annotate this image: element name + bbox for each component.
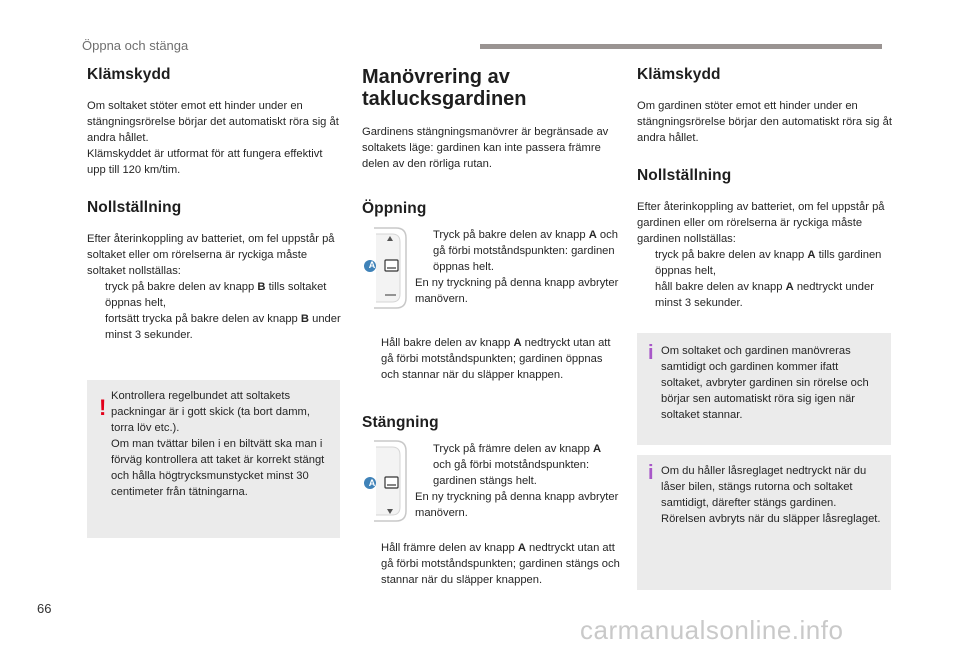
info-box-2 [637,455,891,590]
blind-reset-steps [637,247,893,311]
warning-icon: ! [99,395,107,420]
section-header: Öppna och stänga [82,38,189,53]
reset-step-2: fortsätt trycka på bakre delen av knapp B under minst 3 sekunder. [105,313,341,341]
info-text-2: Om du håller låsreglaget nedtryckt när du låser bilen, stängs rutorna och soltaket samtidigt, därefter stängs gardinen. Rörelsen avbryts när du släpper låsreglaget. [661,465,881,525]
blind-reset-intro: Efter återinkoppling av batteriet, om fel uppstår på gardinen eller om rörelserna är ryckiga måste gardinen nollställas: [637,201,885,245]
open-step-1: Tryck på bakre delen av knapp A och gå förbi motståndspunkten: gardinen öppnas helt. En ny tryckning på denna knapp avbryter manövern. [415,227,621,307]
page-title: Manövrering av taklucksgardinen [362,66,527,110]
badge-a-open: A [368,260,376,270]
info-icon: i [648,342,654,364]
close-title: Stängning [362,414,439,431]
column-blind-safety [637,66,893,311]
info-box-1 [637,333,891,445]
pinch-paragraph-1: Om soltaket stöter emot ett hinder under en stängningsrörelse börjar det automatiskt röra sig åt andra hållet. [87,100,339,144]
close-step-1: Tryck på främre delen av knapp A och gå förbi motståndspunkten: gardinen stängs helt. En ny tryckning på denna knapp avbryter manövern. [415,441,621,521]
open-note: En ny tryckning på denna knapp avbryter manövern. [415,277,619,305]
blind-reset-title: Nollställning [637,167,732,184]
pinch-paragraph-2: Klämskyddet är utformat för att fungera effektivt upp till 120 km/tim. [87,148,323,176]
column-sunroof [87,66,343,343]
info-text-1: Om soltaket och gardinen manövreras samtidigt och gardinen kommer ifatt soltaket, avbryter gardinen sin rörelse och börjar sen automatiskt röra sig igen när soltaket stannar. [661,345,869,421]
badge-a-close: A [368,478,376,488]
reset-steps [87,279,343,343]
open-title: Öppning [362,200,427,217]
watermark: carmanualsonline.info [580,615,844,645]
close-note: En ny tryckning på denna knapp avbryter manövern. [415,491,619,519]
blind-pinch-paragraph: Om gardinen stöter emot ett hinder under en stängningsrörelse börjar den automatiskt röra sig åt andra hållet. [637,100,892,144]
blind-pinch-title: Klämskydd [637,66,721,83]
pinch-title: Klämskydd [87,66,171,83]
blind-reset-step-1: tryck på bakre delen av knapp A tills gardinen öppnas helt, [655,249,882,277]
blind-reset-step-2: håll bakre delen av knapp A nedtryckt under minst 3 sekunder. [655,281,874,309]
info-icon: i [648,462,654,484]
open-step-2: Håll bakre delen av knapp A nedtryckt utan att gå förbi motståndspunkten; gardinen öppnas och stannar när du släpper knappen. [381,337,611,381]
page-number: 66 [37,601,52,616]
warning-box [87,380,340,538]
column-blind [362,66,618,230]
reset-intro: Efter återinkoppling av batteriet, om fel uppstår på soltaket eller om rörelserna är ryckiga måste soltaket nollställas: [87,233,335,277]
header-bar [480,44,882,49]
warning-paragraph-2: Om man tvättar bilen i en biltvätt ska man i förväg kontrollera att taket är korrekt stängt och hålla högtrycksmunstycket minst 30 centimeter från tätningarna. [111,438,325,498]
reset-title: Nollställning [87,199,182,216]
blind-intro: Gardinens stängningsmanövrer är begränsade av soltakets läge: gardinen kan inte passera främre delen av den rörliga rutan. [362,126,609,170]
close-step-2: Håll främre delen av knapp A nedtryckt utan att gå förbi motståndspunkten; gardinen stängs och stannar när du släpper knappen. [381,542,620,586]
warning-paragraph-1: Kontrollera regelbundet att soltakets packningar är i gott skick (ta bort damm, torra löv etc.). [111,390,310,434]
reset-step-1: tryck på bakre delen av knapp B tills soltaket öppnas helt, [105,281,327,309]
